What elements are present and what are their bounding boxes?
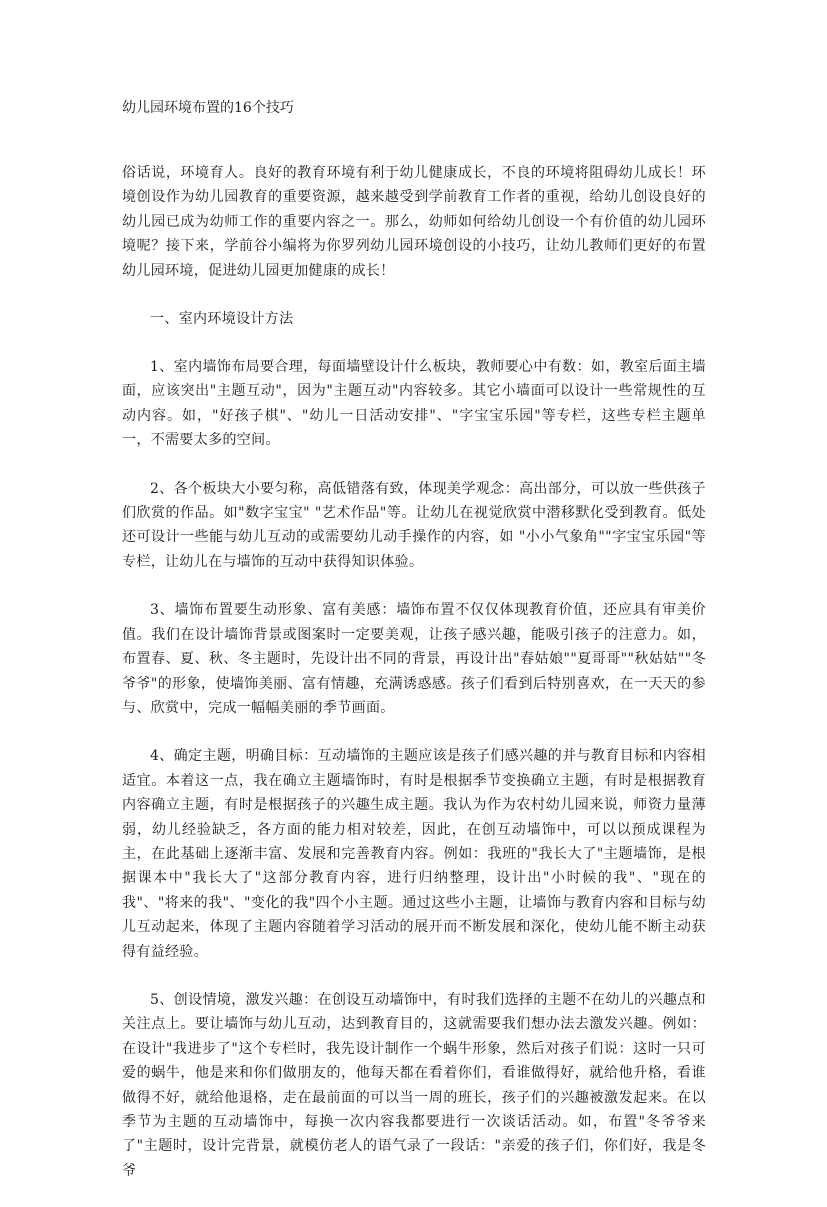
intro-paragraph: 俗话说，环境育人。良好的教育环境有利于幼儿健康成长，不良的环境将阻碍幼儿成长！环境创设作为幼儿园教育的重要资源，越来越受到学前教育工作者的重视，给幼儿创设良好的幼儿园已成为幼师工作的重要内容之一。那么，幼师如何给幼儿创设一个有价值的幼儿园环境呢？接下来，学前谷小编将为你罗列幼儿园环境创设的小技巧，让幼儿教师们更好的布置幼儿园环境，促进幼儿园更加健康的成长！ xyxy=(122,165,706,279)
document-title: 幼儿园环境布置的16个技巧 xyxy=(122,100,294,116)
paragraph-3: 3、墙饰布置要生动形象、富有美感：墙饰布置不仅仅体现教育价值，还应具有审美价值。我们在设计墙饰背景或图案时一定要美观，让孩子感兴趣，能吸引孩子的注意力。如，布置春、夏、秋、冬主题时，先设计出不同的背景，再设计出"春姑娘""夏哥哥""秋姑姑""冬爷爷"的形象，使墙饰美丽、富有情趣，充满诱惑感。孩子们看到后特别喜欢，在一天天的参与、欣赏中，完成一幅幅美丽的季节画面。 xyxy=(122,602,706,716)
paragraph-5: 5、创设情境，激发兴趣：在创设互动墙饰中，有时我们选择的主题不在幼儿的兴趣点和关注点上。要让墙饰与幼儿互动，达到教育目的，这就需要我们想办法去激发兴趣。例如：在设计"我进步了"这个专栏时，我先设计制作一个蜗牛形象，然后对孩子们说：这时一只可爱的蜗牛，他是来和你们做朋友的，他每天都在看着你们，看谁做得好，就给他升格，看谁做得不好，就给他退格，走在最前面的可以当一周的班长，孩子们的兴趣被激发起来。在以季节为主题的互动墙饰中，每换一次内容我都要进行一次谈话活动。如，布置"冬爷爷来了"主题时，设计完背景，就模仿老人的语气录了一段话："亲爱的孩子们，你们好，我是冬爷 xyxy=(122,991,706,1179)
paragraph-1: 1、室内墙饰布局要合理，每面墙壁设计什么板块，教师要心中有数：如，教室后面主墙面，应该突出"主题互动"，因为"主题互动"内容较多。其它小墙面可以设计一些常规性的互动内容。如，"好孩子棋"、"幼儿一日活动安排"、"字宝宝乐园"等专栏，这些专栏主题单一，不需要太多的空间。 xyxy=(122,359,706,449)
paragraph-2: 2、各个板块大小要匀称，高低错落有致，体现美学观念：高出部分，可以放一些供孩子们欣赏的作品。如"数字宝宝" "艺术作品"等。让幼儿在视觉欣赏中潜移默化受到教育。低处还可设计一些能与幼儿互动的或需要幼儿动手操作的内容，如 "小小气象角""字宝宝乐园"等专栏，让幼儿在与墙饰的互动中获得知识体验。 xyxy=(122,480,706,570)
paragraph-4: 4、确定主题，明确目标：互动墙饰的主题应该是孩子们感兴趣的并与教育目标和内容相适宜。本着这一点，我在确立主题墙饰时，有时是根据季节变换确立主题，有时是根据教育内容确立主题，有时是根据孩子的兴趣生成主题。我认为作为农村幼儿园来说，师资力量薄弱，幼儿经验缺乏，各方面的能力相对较差，因此，在创互动墙饰中，可以以预成课程为主，在此基础上逐渐丰富、发展和完善教育内容。例如：我班的"我长大了"主题墙饰，是根据课本中"我长大了"这部分教育内容，进行归纳整理，设计出"小时候的我"、"现在的我"、"将来的我"、"变化的我"四个小主题。通过这些小主题，让墙饰与教育内容和目标与幼儿互动起来，体现了主题内容随着学习活动的展开而不断发展和深化，使幼儿能不断主动获得有益经验。 xyxy=(122,748,706,960)
section-heading: 一、室内环境设计方法 xyxy=(150,311,294,328)
document-body xyxy=(122,161,706,1207)
